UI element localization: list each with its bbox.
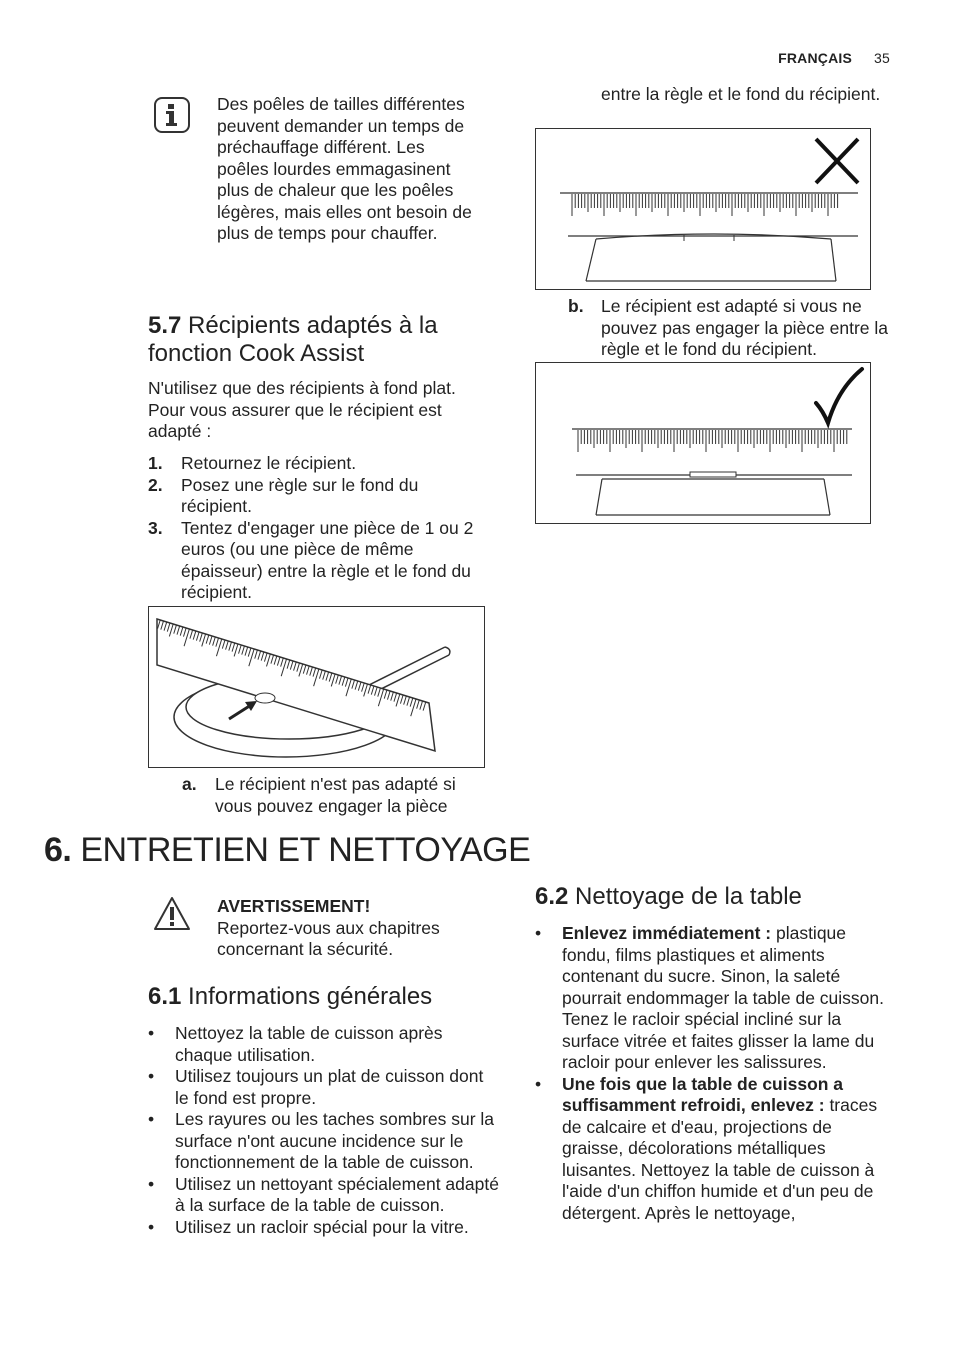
unsuitable-pan-figure (535, 128, 871, 290)
general-info-list (148, 1023, 499, 1238)
chapter-number: 6. (44, 831, 72, 869)
step-item: 3. Tentez d'engager une pièce de 1 ou 2 euros (ou une pièce de même épaisseur) entre la règle et le fond du récipient. (148, 517, 474, 602)
section-6-1-heading (148, 983, 488, 1011)
section-5-7-number: 5.7 (148, 312, 182, 339)
list-item: • Utilisez un racloir spécial pour la vitre. (148, 1216, 469, 1237)
steps-list (148, 453, 491, 604)
section-6-2-heading (535, 883, 895, 911)
list-item: • Une fois que la table de cuisson a suffisamment refroidi, enlevez : traces de calcaire et d'eau, projections de graisse, décolorations métalliques luisantes. Nettoyez la table de cuisson à l'aide d'un chiffon humide et d'un peu de détergent. Après le nettoyage, (535, 1073, 878, 1223)
list-item: • Les rayures ou les taches sombres sur la surface n'ont aucune incidence sur le fonctionnement de la table de cuisson. (148, 1109, 495, 1172)
step-item: 2. Posez une règle sur le fond du récipient. (148, 474, 419, 516)
caption-b: b. Le récipient est adapté si vous ne pouvez pas engager la pièce entre la règle et le fond du récipient. (568, 296, 889, 359)
header-language: FRANÇAIS (778, 50, 853, 66)
caption-a-continued: entre la règle et le fond du récipient. (601, 84, 881, 104)
list-item: • Enlevez immédiatement : plastique fondu, films plastiques et aliments contenant du sucre. Sinon, la saleté pourrait endommager la table de cuisson. Tenez le racloir spécial incliné sur la surface vitrée et faites glisser la lame du racloir pour enlever les salissures. (535, 923, 884, 1072)
chapter-title: ENTRETIEN ET NETTOYAGE (80, 831, 531, 869)
chapter-heading (44, 830, 530, 870)
section-6-1-title: Informations générales (188, 983, 433, 1010)
section-5-7-heading (148, 312, 488, 368)
cross-icon (816, 139, 858, 183)
warning-text: Reportez-vous aux chapitres concernant la sécurité. (217, 917, 440, 959)
suitable-pan-figure (535, 362, 871, 524)
section-6-2-title: Nettoyage de la table (575, 883, 802, 910)
list-item: • Utilisez toujours un plat de cuisson dont le fond est propre. (148, 1066, 484, 1108)
section-5-7-title-line2: fonction Cook Assist (148, 340, 365, 367)
caption-a: a. Le récipient n'est pas adapté si vous pouvez engager la pièce (182, 774, 456, 816)
list-item: • Nettoyez la table de cuisson après chaque utilisation. (148, 1023, 443, 1065)
table-cleaning-list (535, 923, 890, 1224)
section-6-2-number: 6.2 (535, 883, 569, 910)
warning-icon (152, 895, 192, 933)
warning-title: AVERTISSEMENT! (217, 896, 371, 916)
section-6-1-number: 6.1 (148, 983, 182, 1010)
page-number: 35 (874, 50, 890, 66)
section-5-7-intro: N'utilisez que des récipients à fond plat. Pour vous assurer que le récipient est adapté : (148, 378, 456, 441)
section-5-7-title-line1: Récipients adaptés à la (188, 312, 438, 339)
info-icon (153, 96, 191, 134)
step-item: 1. Retournez le récipient. (148, 453, 357, 473)
info-note: Des poêles de tailles différentes peuvent demander un temps de préchauffage différent. Les poêles lourdes emmagasinent plus de chaleur que les poêles légères, mais elles ont besoin de plus de temps pour chauffer. (217, 94, 472, 243)
check-icon (816, 369, 862, 423)
page-header (778, 50, 890, 66)
warning-block (217, 896, 487, 961)
pan-ruler-illustration (148, 606, 485, 768)
list-item: • Utilisez un nettoyant spécialement adapté à la surface de la table de cuisson. (148, 1173, 499, 1215)
